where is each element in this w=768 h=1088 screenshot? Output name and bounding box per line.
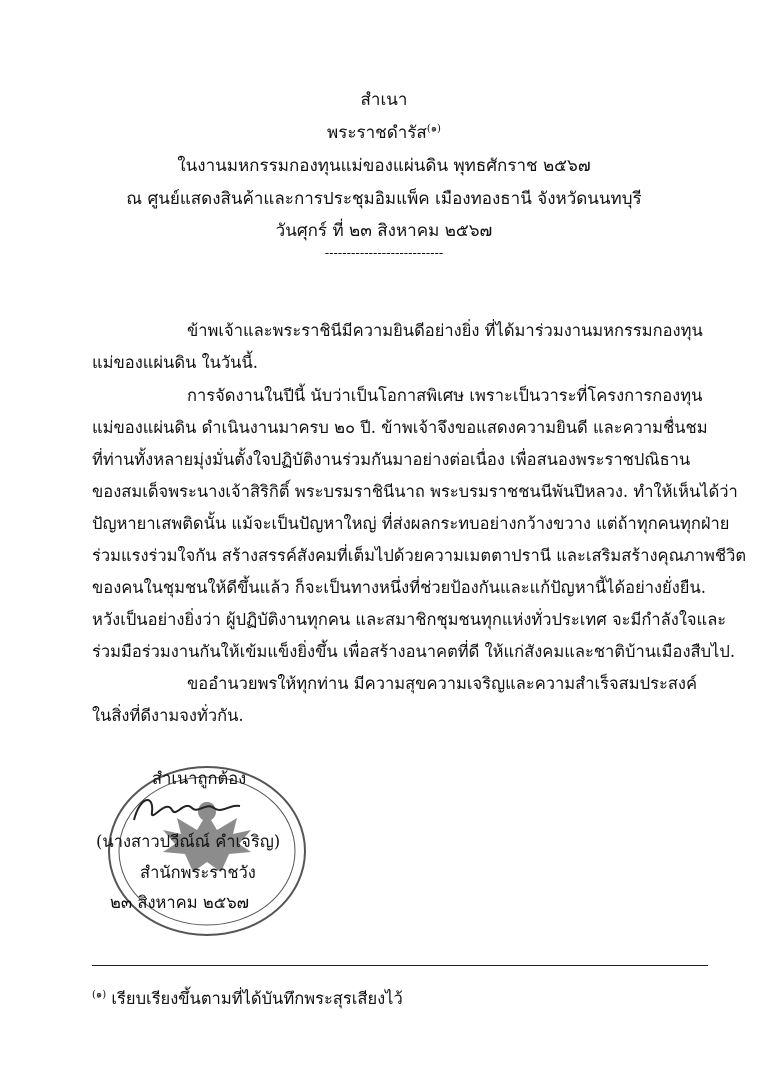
footnote-mark: (๑) <box>92 989 107 1001</box>
footnote <box>92 986 403 1012</box>
body-line: ในสิ่งที่ดีงามจงทั่วกัน. <box>92 706 244 725</box>
date-line: วันศุกร์ ที่ ๒๓ สิงหาคม ๒๕๖๗ <box>275 221 493 241</box>
body-line: ร่วมแรงร่วมใจกัน สร้างสรรค์สังคมที่เต็มไปด้วยความเมตตาปรานี และเสริมสร้างคุณภาพชีวิต <box>92 546 747 565</box>
footnote-rule <box>92 965 708 966</box>
header-separator: --------------------------- <box>324 246 444 261</box>
certified-label: สำเนาถูกต้อง <box>152 769 247 788</box>
venue-line: ณ ศูนย์แสดงสินค้าและการประชุมอิมแพ็ค เมืองทองธานี จังหวัดนนทบุรี <box>126 189 642 209</box>
body-line: ขออำนวยพรให้ทุกท่าน มีความสุขความเจริญและความสำเร็จสมประสงค์ <box>187 674 697 693</box>
footnote-text: เรียบเรียงขึ้นตามที่ได้บันทึกพระสุรเสียงไว้ <box>111 989 403 1008</box>
signer-name: (นางสาวปวีณ์ณ์ คำเจริญ) <box>96 832 281 851</box>
body-line: แม่ของแผ่นดิน ดำเนินงานมาครบ ๒๐ ปี. ข้าพเจ้าจึงขอแสดงความยินดี และความชื่นชม <box>92 418 708 437</box>
body-line: ที่ท่านทั้งหลายมุ่งมั่นตั้งใจปฏิบัติงานร่วมกันมาอย่างต่อเนื่อง เพื่อสนองพระราชปณิธาน <box>92 450 691 469</box>
body-line: ร่วมมือร่วมงานกันให้เข้มแข็งยิ่งขึ้น เพื่อสร้างอนาคตที่ดี ให้แก่สังคมและชาติบ้านเมืองสืบไป. <box>92 642 736 661</box>
body-line: ของคนในชุมชนให้ดีขึ้นแล้ว ก็จะเป็นทางหนึ่งที่ช่วยป้องกันและแก้ปัญหานี้ได้อย่างยั่งยืน. <box>92 578 706 597</box>
certification-date: ๒๓ สิงหาคม ๒๕๖๗ <box>110 893 250 912</box>
body-line: แม่ของแผ่นดิน ในวันนี้. <box>92 353 258 372</box>
body-line: ของสมเด็จพระนางเจ้าสิริกิติ์ พระบรมราชินีนาถ พระบรมราชชนนีพันปีหลวง. ทำให้เห็นได้ว่า <box>92 482 738 501</box>
body-line: การจัดงานในปีนี้ นับว่าเป็นโอกาสพิเศษ เพราะเป็นวาระที่โครงการกองทุน <box>187 386 703 405</box>
body-line: ปัญหายาเสพติดนั้น แม้จะเป็นปัญหาใหญ่ ที่ส่งผลกระทบอย่างกว้างขวาง แต่ถ้าทุกคนทุกฝ่าย <box>92 514 730 533</box>
signature <box>126 790 246 830</box>
event-line: ในงานมหกรรมกองทุนแม่ของแผ่นดิน พุทธศักราช ๒๕๖๗ <box>177 156 591 176</box>
copy-label: สำเนา <box>360 90 408 110</box>
body-line: หวังเป็นอย่างยิ่งว่า ผู้ปฏิบัติงานทุกคน และสมาชิกชุมชนทุกแห่งทั่วประเทศ จะมีกำลังใจและ <box>92 610 727 629</box>
speech-title-text: พระราชดำรัส <box>327 123 427 143</box>
office-name: สำนักพระราชวัง <box>140 863 256 882</box>
title-note-mark: (๑) <box>426 123 441 135</box>
body-line: ข้าพเจ้าและพระราชินีมีความยินดีอย่างยิ่ง ที่ได้มาร่วมงานมหกรรมกองทุน <box>187 321 703 340</box>
speech-title <box>0 119 768 146</box>
